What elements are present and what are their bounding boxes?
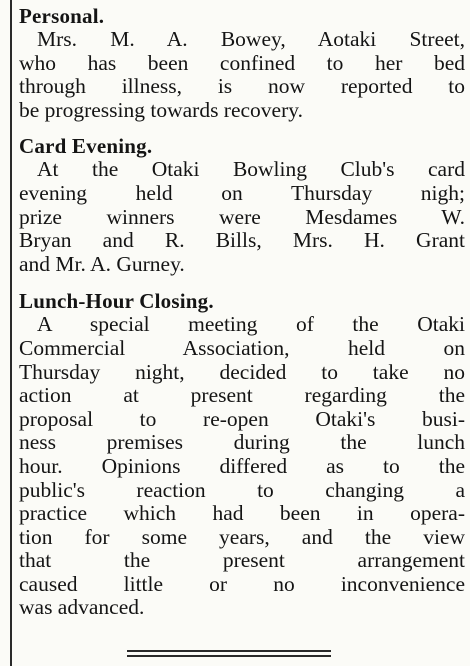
text-line: caused little or no inconvenience	[19, 571, 465, 596]
text-line: practice which had been in opera-	[19, 501, 465, 526]
article-personal	[19, 4, 465, 122]
text-line: that the present arrangement	[19, 548, 465, 573]
text-line: Commercial Association, held on	[19, 335, 465, 360]
text-line: public's reaction to changing a	[19, 477, 465, 502]
article-heading: Card Evening.	[19, 134, 153, 159]
text-line: be progressing towards recovery.	[19, 97, 303, 122]
text-line: and Mr. A. Gurney.	[19, 251, 185, 276]
article-body	[19, 313, 465, 620]
article-card-evening	[19, 134, 465, 276]
text-line: At the Otaki Bowling Club's card	[37, 157, 465, 182]
text-line: evening held on Thursday nigh;	[19, 180, 465, 205]
end-of-column-rule	[127, 650, 331, 657]
text-line: ness premises during the lunch	[19, 430, 465, 455]
article-heading: Lunch-Hour Closing.	[19, 289, 214, 314]
text-line: prize winners were Mesdames W.	[19, 204, 465, 229]
text-line: Bryan and R. Bills, Mrs. H. Grant	[19, 228, 465, 253]
text-line: through illness, is now reported to	[19, 74, 465, 99]
text-line: action at present regarding the	[19, 383, 465, 408]
article-body	[19, 158, 465, 276]
text-line: Mrs. M. A. Bowey, Aotaki Street,	[37, 27, 465, 51]
article-body	[19, 28, 465, 122]
newspaper-column	[19, 4, 465, 620]
text-line: A special meeting of the Otaki	[37, 312, 465, 337]
text-line: was advanced.	[19, 595, 145, 620]
text-line: hour. Opinions differed as to the	[19, 453, 465, 478]
text-line: Thursday night, decided to take no	[19, 359, 465, 384]
article-heading: Personal.	[19, 4, 105, 28]
column-rule	[10, 0, 12, 666]
text-line: who has been confined to her bed	[19, 50, 465, 75]
text-line: tion for some years, and the view	[19, 524, 465, 549]
article-lunch-hour-closing	[19, 289, 465, 620]
text-line: proposal to re-open Otaki's busi-	[19, 406, 465, 431]
